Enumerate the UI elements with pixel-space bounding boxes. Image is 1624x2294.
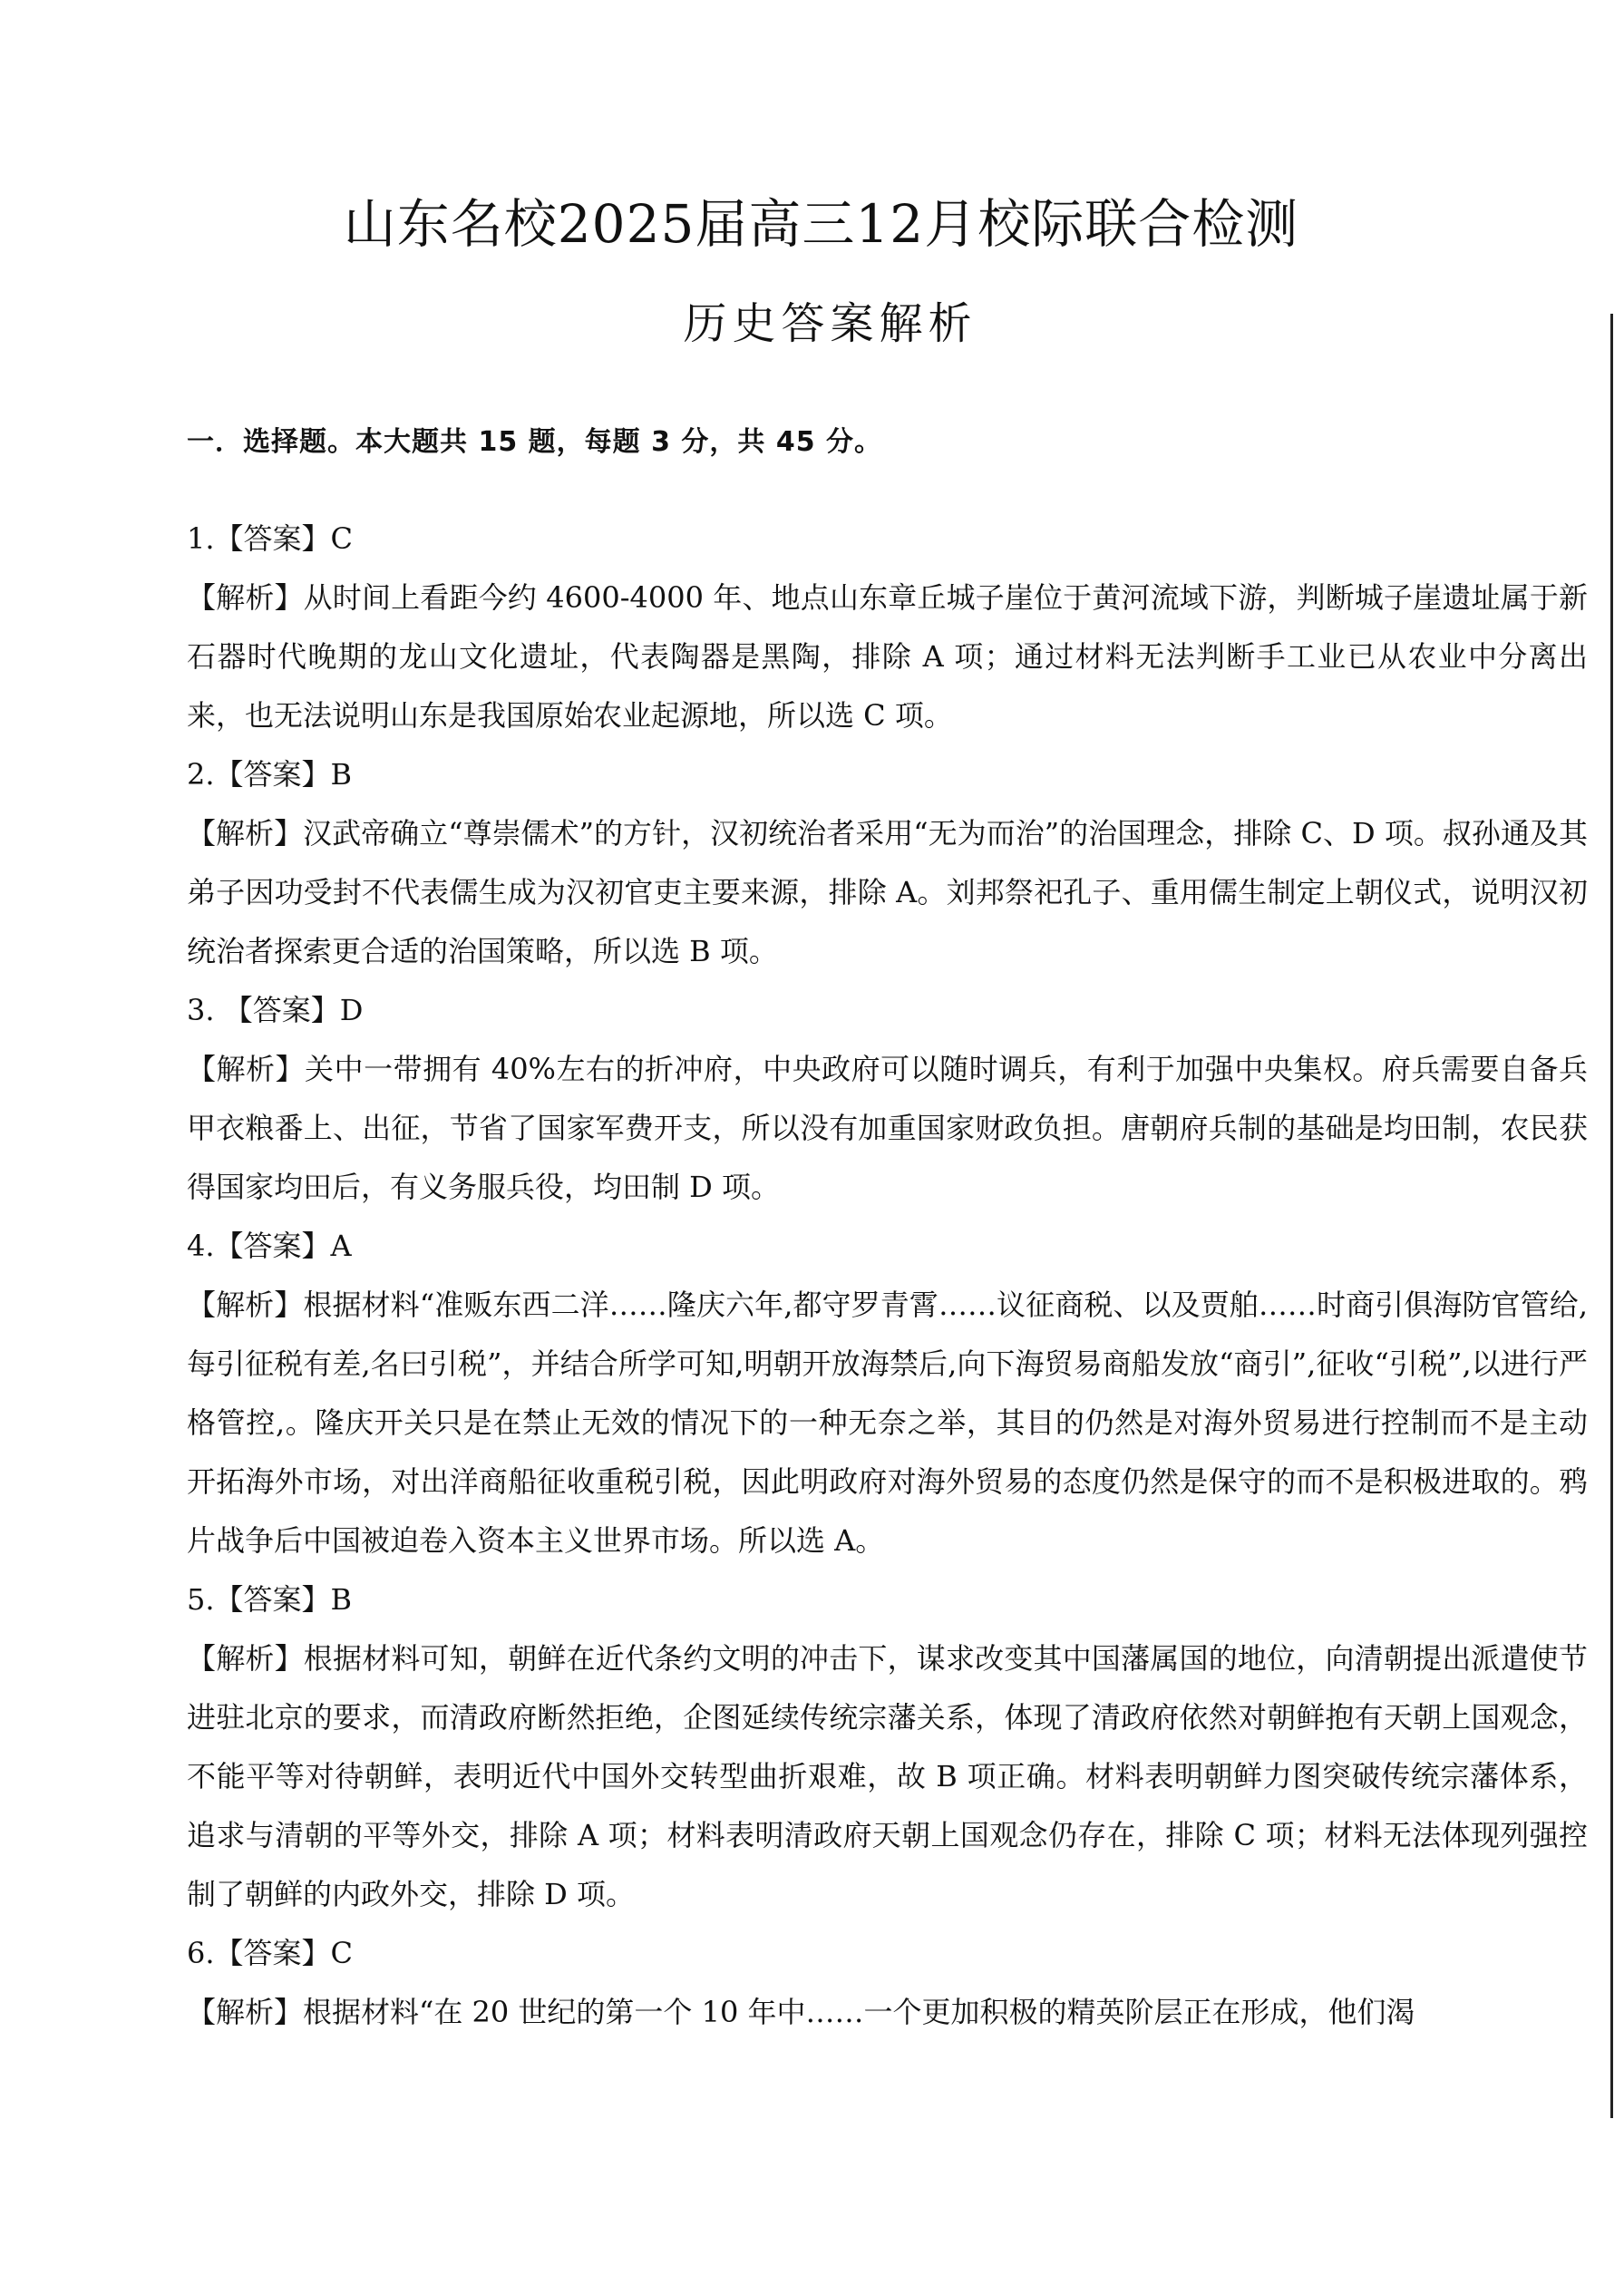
answer-line: 4.【答案】A [187, 1229, 352, 1263]
analysis-text: 【解析】关中一带拥有 40%左右的折冲府，中央政府可以随时调兵，有利于加强中央集权。府兵需要自备兵甲衣粮番上、出征，节省了国家军费开支，所以没有加重国家财政负担。唐朝府兵制的基础是均田制，农民获得国家均田后，有义务服兵役，均田制 D 项。 [187, 1052, 1588, 1204]
question-3 [187, 981, 1588, 1217]
question-1 [187, 510, 1588, 745]
answer-body [187, 510, 1588, 2042]
answer-line: 5.【答案】B [187, 1582, 353, 1617]
analysis-text: 【解析】根据材料“在 20 世纪的第一个 10 年中……一个更加积极的精英阶层正在形成，他们渴 [187, 1995, 1415, 2029]
question-2 [187, 745, 1588, 981]
question-6 [187, 1924, 1588, 2042]
answer-line: 6.【答案】C [187, 1936, 354, 1970]
analysis-text: 【解析】根据材料“准贩东西二洋……隆庆六年,都守罗青霄……议征商税、以及贾舶……时商引俱海防官管给,每引征税有差,名曰引税”，并结合所学可知,明朝开放海禁后,向下海贸易商船发放“商引”,征收“引税”,以进行严格管控,。隆庆开关只是在禁止无效的情况下的一种无奈之举，其目的仍然是对海外贸易进行控制而不是主动开拓海外市场，对出洋商船征收重税引税，因此明政府对海外贸易的态度仍然是保守的而不是积极进取的。鸦片战争后中国被迫卷入资本主义世界市场。所以选 A。 [187, 1288, 1588, 1558]
question-4 [187, 1217, 1588, 1570]
analysis-text: 【解析】汉武帝确立“尊崇儒术”的方针，汉初统治者采用“无为而治”的治国理念，排除 C、D 项。叔孙通及其弟子因功受封不代表儒生成为汉初官吏主要来源，排除 A。刘邦祭祀孔子、重用儒生制定上朝仪式，说明汉初统治者探索更合适的治国策略，所以选 B 项。 [187, 816, 1588, 968]
question-5 [187, 1570, 1588, 1924]
analysis-text: 【解析】根据材料可知，朝鲜在近代条约文明的冲击下，谋求改变其中国藩属国的地位，向清朝提出派遣使节进驻北京的要求，而清政府断然拒绝，企图延续传统宗藩关系，体现了清政府依然对朝鲜抱有天朝上国观念，不能平等对待朝鲜，表明近代中国外交转型曲折艰难，故 B 项正确。材料表明朝鲜力图突破传统宗藩体系，追求与清朝的平等外交，排除 A 项；材料表明清政府天朝上国观念仍存在，排除 C 项；材料无法体现列强控制了朝鲜的内政外交，排除 D 项。 [187, 1641, 1588, 1911]
answer-line: 3. 【答案】D [187, 993, 364, 1027]
answer-line: 2.【答案】B [187, 757, 353, 792]
page-edge-line [1610, 314, 1613, 2118]
answer-line: 1.【答案】C [187, 521, 354, 556]
document-title: 山东名校2025届高三12月校际联合检测 [343, 193, 1299, 255]
analysis-text: 【解析】从时间上看距今约 4600-4000 年、地点山东章丘城子崖位于黄河流域下游，判断城子崖遗址属于新石器时代晚期的龙山文化遗址，代表陶器是黑陶，排除 A 项；通过材料无法判断手工业已从农业中分离出来，也无法说明山东是我国原始农业起源地，所以选 C 项。 [187, 580, 1588, 733]
section-heading: 一．选择题。本大题共 15 题，每题 3 分，共 45 分。 [187, 426, 883, 458]
document-subtitle: 历史答案解析 [683, 298, 977, 349]
